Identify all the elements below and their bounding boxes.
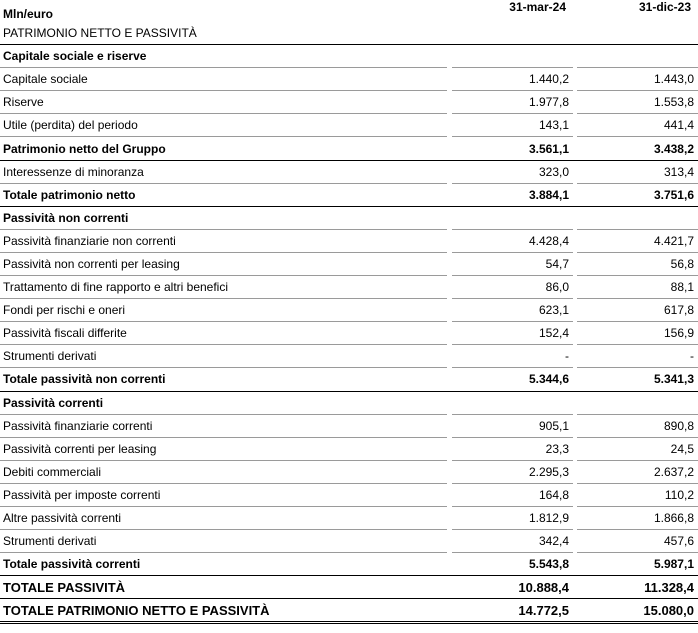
row-label: TOTALE PASSIVITÀ <box>0 576 447 599</box>
row-label: Debiti commerciali <box>0 460 447 483</box>
value-31-mar-24: 10.888,4 <box>452 576 573 599</box>
value-31-dic-23: 24,5 <box>577 437 698 460</box>
table-row <box>0 530 698 553</box>
value-31-dic-23: 1.553,8 <box>577 91 698 114</box>
row-label: Passività finanziarie non correnti <box>0 229 447 252</box>
value-31-dic-23: 4.421,7 <box>577 229 698 252</box>
title-row <box>0 22 698 45</box>
value-31-mar-24 <box>452 391 573 414</box>
value-31-mar-24: 1.812,9 <box>452 506 573 529</box>
value-31-dic-23: 5.987,1 <box>577 553 698 576</box>
value-31-mar-24: 1.977,8 <box>452 91 573 114</box>
value-31-mar-24: 3.561,1 <box>452 137 573 160</box>
value-31-dic-23: 313,4 <box>577 160 698 183</box>
value-31-dic-23: 56,8 <box>577 252 698 275</box>
row-label: Riserve <box>0 91 447 114</box>
value-31-mar-24 <box>452 22 573 45</box>
value-31-mar-24: 2.295,3 <box>452 460 573 483</box>
row-label: Passività correnti per leasing <box>0 437 447 460</box>
row-label: Strumenti derivati <box>0 345 447 368</box>
value-31-mar-24: 152,4 <box>452 322 573 345</box>
value-31-dic-23: 2.637,2 <box>577 460 698 483</box>
row-label: Totale patrimonio netto <box>0 183 447 206</box>
value-31-mar-24: - <box>452 345 573 368</box>
table-row <box>0 114 698 137</box>
row-label: Altre passività correnti <box>0 506 447 529</box>
table-row <box>0 252 698 275</box>
balance-sheet-body <box>0 22 698 623</box>
value-31-dic-23: 5.341,3 <box>577 368 698 391</box>
row-label: Totale passività correnti <box>0 553 447 576</box>
value-31-dic-23: 11.328,4 <box>577 576 698 599</box>
value-31-dic-23 <box>577 391 698 414</box>
column-header-31-dic-23: 31-dic-23 <box>638 0 691 14</box>
section-row <box>0 45 698 68</box>
value-31-mar-24: 4.428,4 <box>452 229 573 252</box>
table-row <box>0 276 698 299</box>
row-label: Strumenti derivati <box>0 530 447 553</box>
value-31-mar-24: 54,7 <box>452 252 573 275</box>
value-31-dic-23: 457,6 <box>577 530 698 553</box>
table-row <box>0 576 698 599</box>
table-row <box>0 483 698 506</box>
row-label: Passività correnti <box>0 391 447 414</box>
row-label: Utile (perdita) del periodo <box>0 114 447 137</box>
row-label: Passività fiscali differite <box>0 322 447 345</box>
row-label: Totale passività non correnti <box>0 368 447 391</box>
value-31-dic-23 <box>577 45 698 68</box>
value-31-mar-24: 5.543,8 <box>452 553 573 576</box>
table-row <box>0 229 698 252</box>
table-row <box>0 368 698 391</box>
table-row <box>0 414 698 437</box>
row-label: Capitale sociale <box>0 68 447 91</box>
units-label: Mln/euro <box>3 7 53 21</box>
row-label: Fondi per rischi e oneri <box>0 299 447 322</box>
value-31-mar-24 <box>452 45 573 68</box>
row-label: Passività per imposte correnti <box>0 483 447 506</box>
table-row <box>0 460 698 483</box>
section-row <box>0 391 698 414</box>
value-31-dic-23: 88,1 <box>577 276 698 299</box>
row-label: Trattamento di fine rapporto e altri benefici <box>0 276 447 299</box>
table-row <box>0 506 698 529</box>
table-row <box>0 322 698 345</box>
row-label: Passività finanziarie correnti <box>0 414 447 437</box>
table-row <box>0 599 698 623</box>
section-row <box>0 206 698 229</box>
value-31-dic-23: 890,8 <box>577 414 698 437</box>
value-31-mar-24: 5.344,6 <box>452 368 573 391</box>
column-header-31-mar-24: 31-mar-24 <box>509 0 566 14</box>
value-31-dic-23 <box>577 206 698 229</box>
value-31-dic-23: 617,8 <box>577 299 698 322</box>
value-31-dic-23: 3.751,6 <box>577 183 698 206</box>
value-31-mar-24: 342,4 <box>452 530 573 553</box>
table-row <box>0 160 698 183</box>
value-31-mar-24: 3.884,1 <box>452 183 573 206</box>
value-31-dic-23: 441,4 <box>577 114 698 137</box>
table-row <box>0 299 698 322</box>
table-row <box>0 553 698 576</box>
value-31-dic-23: 15.080,0 <box>577 599 698 623</box>
value-31-mar-24 <box>452 206 573 229</box>
row-label: PATRIMONIO NETTO E PASSIVITÀ <box>0 22 447 45</box>
value-31-mar-24: 1.440,2 <box>452 68 573 91</box>
row-label: Passività non correnti <box>0 206 447 229</box>
value-31-mar-24: 905,1 <box>452 414 573 437</box>
value-31-mar-24: 323,0 <box>452 160 573 183</box>
row-label: TOTALE PATRIMONIO NETTO E PASSIVITÀ <box>0 599 447 623</box>
value-31-mar-24: 143,1 <box>452 114 573 137</box>
value-31-dic-23 <box>577 22 698 45</box>
value-31-dic-23: 156,9 <box>577 322 698 345</box>
value-31-mar-24: 86,0 <box>452 276 573 299</box>
row-label: Capitale sociale e riserve <box>0 45 447 68</box>
value-31-dic-23: 110,2 <box>577 483 698 506</box>
value-31-mar-24: 623,1 <box>452 299 573 322</box>
balance-sheet-table <box>0 22 698 624</box>
table-row <box>0 137 698 160</box>
value-31-mar-24: 164,8 <box>452 483 573 506</box>
row-label: Passività non correnti per leasing <box>0 252 447 275</box>
value-31-mar-24: 23,3 <box>452 437 573 460</box>
row-label: Patrimonio netto del Gruppo <box>0 137 447 160</box>
value-31-dic-23: 3.438,2 <box>577 137 698 160</box>
table-row <box>0 91 698 114</box>
value-31-dic-23: - <box>577 345 698 368</box>
row-label: Interessenze di minoranza <box>0 160 447 183</box>
value-31-dic-23: 1.866,8 <box>577 506 698 529</box>
table-row <box>0 68 698 91</box>
value-31-dic-23: 1.443,0 <box>577 68 698 91</box>
table-row <box>0 183 698 206</box>
table-row <box>0 345 698 368</box>
value-31-mar-24: 14.772,5 <box>452 599 573 623</box>
table-row <box>0 437 698 460</box>
